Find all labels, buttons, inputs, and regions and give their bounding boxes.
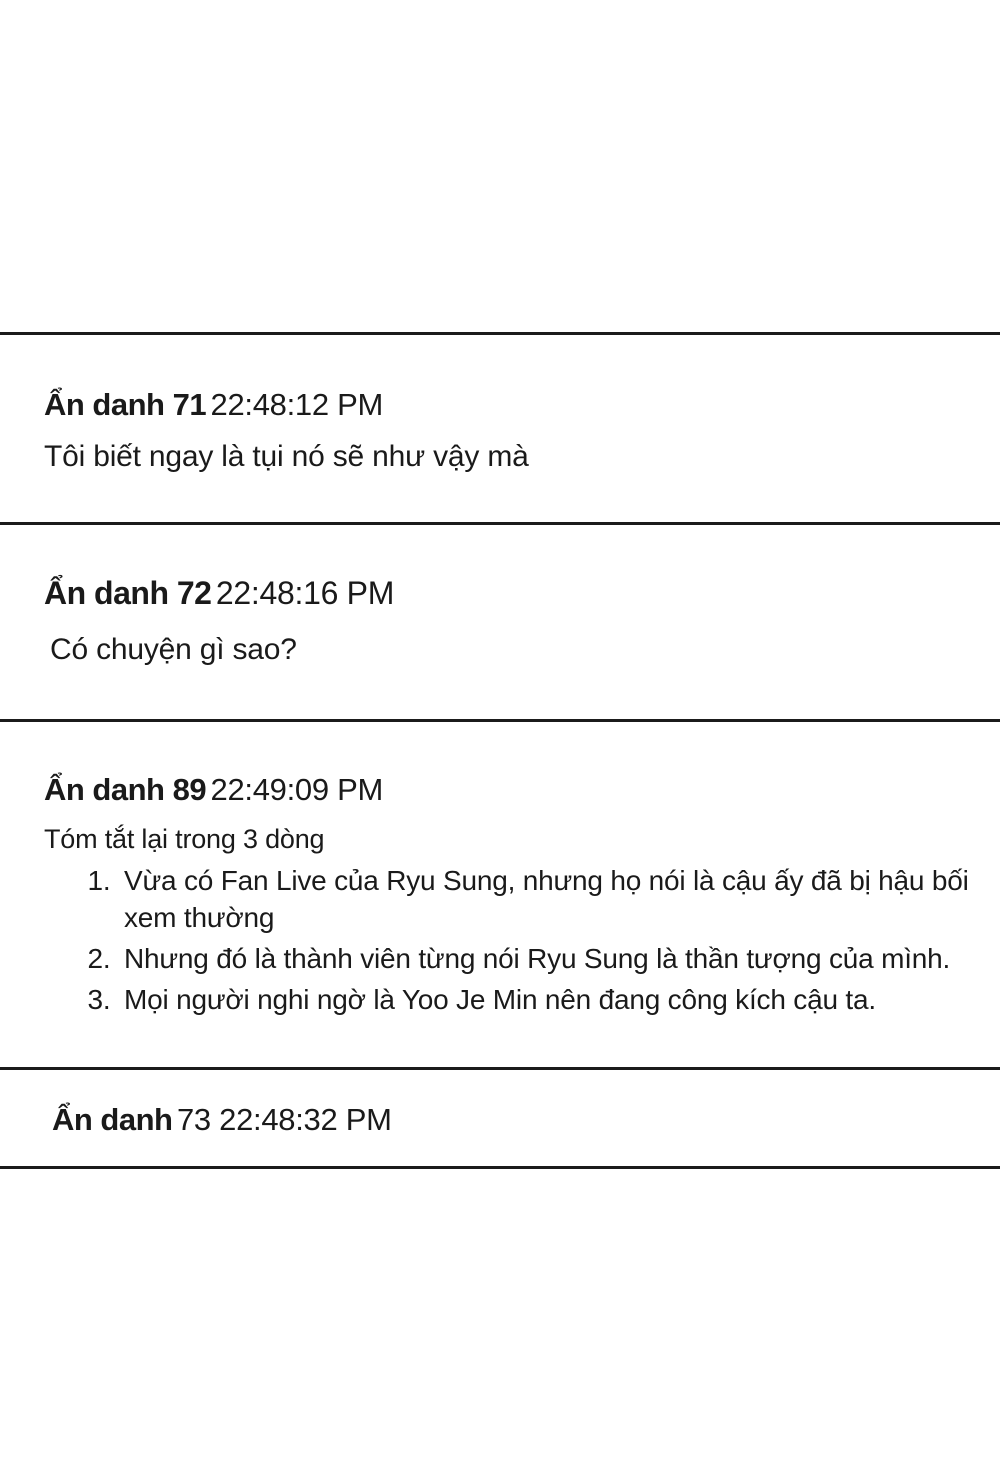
comment-header [52,1102,970,1138]
comment-header [44,575,970,612]
comment-thread [0,335,1000,1169]
comment-header [44,772,970,808]
comment-author: Ẩn danh 72 [44,575,212,611]
comment-timestamp: 22:49:09 PM [210,772,384,807]
comment-body: Có chuyện gì sao? [50,633,297,666]
comment-body: Tôi biết ngay là tụi nó sẽ như vậy mà [44,440,529,473]
comment-body: Tóm tắt lại trong 3 dòng [44,824,325,854]
list-item: 1. Vừa có Fan Live của Ryu Sung, nhưng họ nói là cậu ấy đã bị hậu bối xem thường [118,863,970,937]
summary-list [44,863,970,1019]
comment-timestamp: 22:48:12 PM [210,387,384,422]
comment-post [0,335,1000,522]
comment-author: Ẩn danh [52,1101,173,1137]
blank-top-area [0,0,1000,332]
list-item: 3. Mọi người nghi ngờ là Yoo Je Min nên đang công kích cậu ta. [118,982,970,1019]
comment-timestamp: 73 22:48:32 PM [176,1101,392,1137]
comment-post [0,1070,1000,1166]
list-item: 2. Nhưng đó là thành viên từng nói Ryu Sung là thần tượng của mình. [118,941,970,978]
comment-post [0,525,1000,719]
comment-author: Ẩn danh 71 [44,387,207,422]
comment-post [0,722,1000,1067]
comment-timestamp: 22:48:16 PM [215,575,395,611]
comment-author: Ẩn danh 89 [44,772,207,807]
blank-bottom-area [0,1169,1000,1459]
comment-header [44,387,970,423]
